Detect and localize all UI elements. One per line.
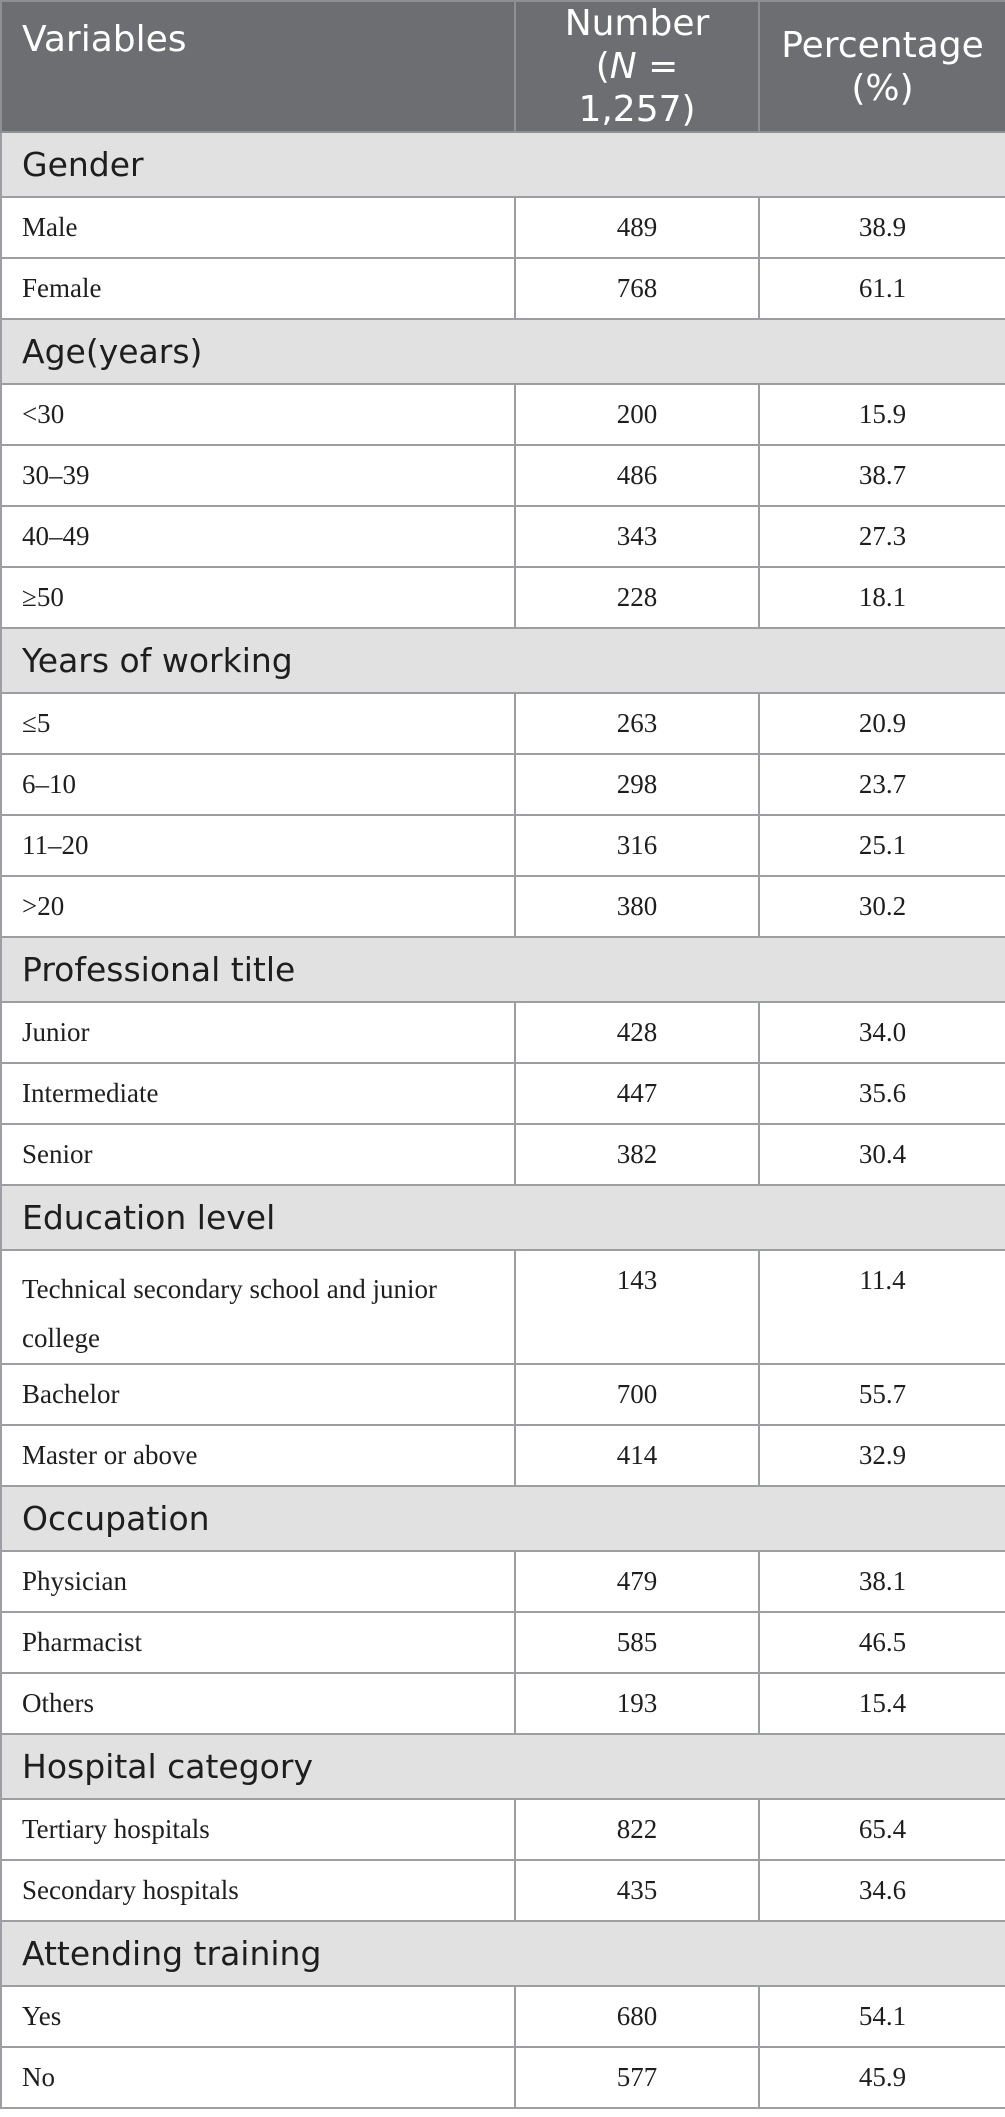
row-label: Intermediate	[1, 1063, 515, 1124]
table-header	[1, 1, 1005, 132]
row-number: 822	[515, 1799, 759, 1860]
table-row	[1, 1860, 1005, 1921]
row-number: 228	[515, 567, 759, 628]
group-title: Gender	[1, 132, 1005, 197]
row-label: Female	[1, 258, 515, 319]
table-row	[1, 197, 1005, 258]
table-row	[1, 1799, 1005, 1860]
table-row	[1, 384, 1005, 445]
row-percentage: 25.1	[759, 815, 1005, 876]
group-title: Age(years)	[1, 319, 1005, 384]
table-row	[1, 1551, 1005, 1612]
row-number: 428	[515, 1002, 759, 1063]
row-label: <30	[1, 384, 515, 445]
group-row	[1, 1486, 1005, 1551]
row-percentage: 20.9	[759, 693, 1005, 754]
table-row	[1, 506, 1005, 567]
group-row	[1, 628, 1005, 693]
table-row	[1, 258, 1005, 319]
row-percentage: 34.0	[759, 1002, 1005, 1063]
group-title: Occupation	[1, 1486, 1005, 1551]
row-label: Bachelor	[1, 1364, 515, 1425]
table-row	[1, 567, 1005, 628]
group-row	[1, 319, 1005, 384]
row-number: 263	[515, 693, 759, 754]
row-number: 316	[515, 815, 759, 876]
row-number: 577	[515, 2047, 759, 2108]
row-percentage: 30.4	[759, 1124, 1005, 1185]
row-label: ≥50	[1, 567, 515, 628]
header-variables	[1, 1, 515, 132]
table-body	[1, 132, 1005, 2108]
row-number: 479	[515, 1551, 759, 1612]
group-title: Professional title	[1, 937, 1005, 1002]
row-label: Senior	[1, 1124, 515, 1185]
header-percentage-unit: (%)	[851, 67, 914, 109]
row-number: 193	[515, 1673, 759, 1734]
group-title: Education level	[1, 1185, 1005, 1250]
row-number: 200	[515, 384, 759, 445]
row-label: No	[1, 2047, 515, 2108]
header-row	[1, 1, 1005, 132]
row-percentage: 18.1	[759, 567, 1005, 628]
group-title: Hospital category	[1, 1734, 1005, 1799]
row-percentage: 15.4	[759, 1673, 1005, 1734]
row-label: Master or above	[1, 1425, 515, 1486]
table-row	[1, 1002, 1005, 1063]
row-label: 30–39	[1, 445, 515, 506]
row-percentage: 32.9	[759, 1425, 1005, 1486]
header-number-total: = 1,257)	[578, 46, 696, 130]
group-title: Years of working	[1, 628, 1005, 693]
row-label: ≤5	[1, 693, 515, 754]
row-label: >20	[1, 876, 515, 937]
row-label: 11–20	[1, 815, 515, 876]
row-percentage: 61.1	[759, 258, 1005, 319]
row-percentage: 15.9	[759, 384, 1005, 445]
row-number: 447	[515, 1063, 759, 1124]
row-number: 680	[515, 1986, 759, 2047]
table-row	[1, 693, 1005, 754]
row-percentage: 55.7	[759, 1364, 1005, 1425]
row-number: 343	[515, 506, 759, 567]
group-row	[1, 1734, 1005, 1799]
table-row	[1, 445, 1005, 506]
table-row	[1, 1425, 1005, 1486]
row-percentage: 54.1	[759, 1986, 1005, 2047]
row-label: Technical secondary school and junior college	[1, 1250, 515, 1364]
table-row	[1, 876, 1005, 937]
row-number: 768	[515, 258, 759, 319]
row-percentage: 30.2	[759, 876, 1005, 937]
table-row	[1, 1986, 1005, 2047]
header-number-open-paren: (	[595, 46, 610, 87]
row-label: Tertiary hospitals	[1, 1799, 515, 1860]
table-row	[1, 1124, 1005, 1185]
row-number: 700	[515, 1364, 759, 1425]
row-percentage: 65.4	[759, 1799, 1005, 1860]
row-percentage: 38.9	[759, 197, 1005, 258]
row-percentage: 23.7	[759, 754, 1005, 815]
header-number-n: N	[609, 46, 637, 87]
row-percentage: 11.4	[759, 1250, 1005, 1364]
header-number-label: Number	[564, 3, 710, 44]
row-label: Male	[1, 197, 515, 258]
row-label: Physician	[1, 1551, 515, 1612]
table-row	[1, 1612, 1005, 1673]
row-label: Yes	[1, 1986, 515, 2047]
header-percentage	[759, 1, 1005, 132]
row-percentage: 35.6	[759, 1063, 1005, 1124]
group-title: Attending training	[1, 1921, 1005, 1986]
row-number: 486	[515, 445, 759, 506]
row-label: Junior	[1, 1002, 515, 1063]
row-number: 489	[515, 197, 759, 258]
group-row	[1, 132, 1005, 197]
row-label: Pharmacist	[1, 1612, 515, 1673]
row-label: Secondary hospitals	[1, 1860, 515, 1921]
row-label: Others	[1, 1673, 515, 1734]
table-row	[1, 754, 1005, 815]
row-label: 6–10	[1, 754, 515, 815]
row-percentage: 34.6	[759, 1860, 1005, 1921]
table-row	[1, 815, 1005, 876]
row-percentage: 38.7	[759, 445, 1005, 506]
table-row	[1, 2047, 1005, 2108]
table-row	[1, 1063, 1005, 1124]
table-row	[1, 1250, 1005, 1364]
row-number: 298	[515, 754, 759, 815]
header-percentage-label: Percentage	[781, 24, 984, 66]
group-row	[1, 1921, 1005, 1986]
row-percentage: 38.1	[759, 1551, 1005, 1612]
row-number: 414	[515, 1425, 759, 1486]
group-row	[1, 1185, 1005, 1250]
row-number: 435	[515, 1860, 759, 1921]
row-percentage: 46.5	[759, 1612, 1005, 1673]
table-row	[1, 1364, 1005, 1425]
header-number	[515, 1, 759, 132]
row-number: 380	[515, 876, 759, 937]
row-percentage: 27.3	[759, 506, 1005, 567]
group-row	[1, 937, 1005, 1002]
header-variables-label: Variables	[22, 19, 187, 60]
row-number: 585	[515, 1612, 759, 1673]
row-label: 40–49	[1, 506, 515, 567]
row-percentage: 45.9	[759, 2047, 1005, 2108]
row-number: 143	[515, 1250, 759, 1364]
table-row	[1, 1673, 1005, 1734]
row-number: 382	[515, 1124, 759, 1185]
